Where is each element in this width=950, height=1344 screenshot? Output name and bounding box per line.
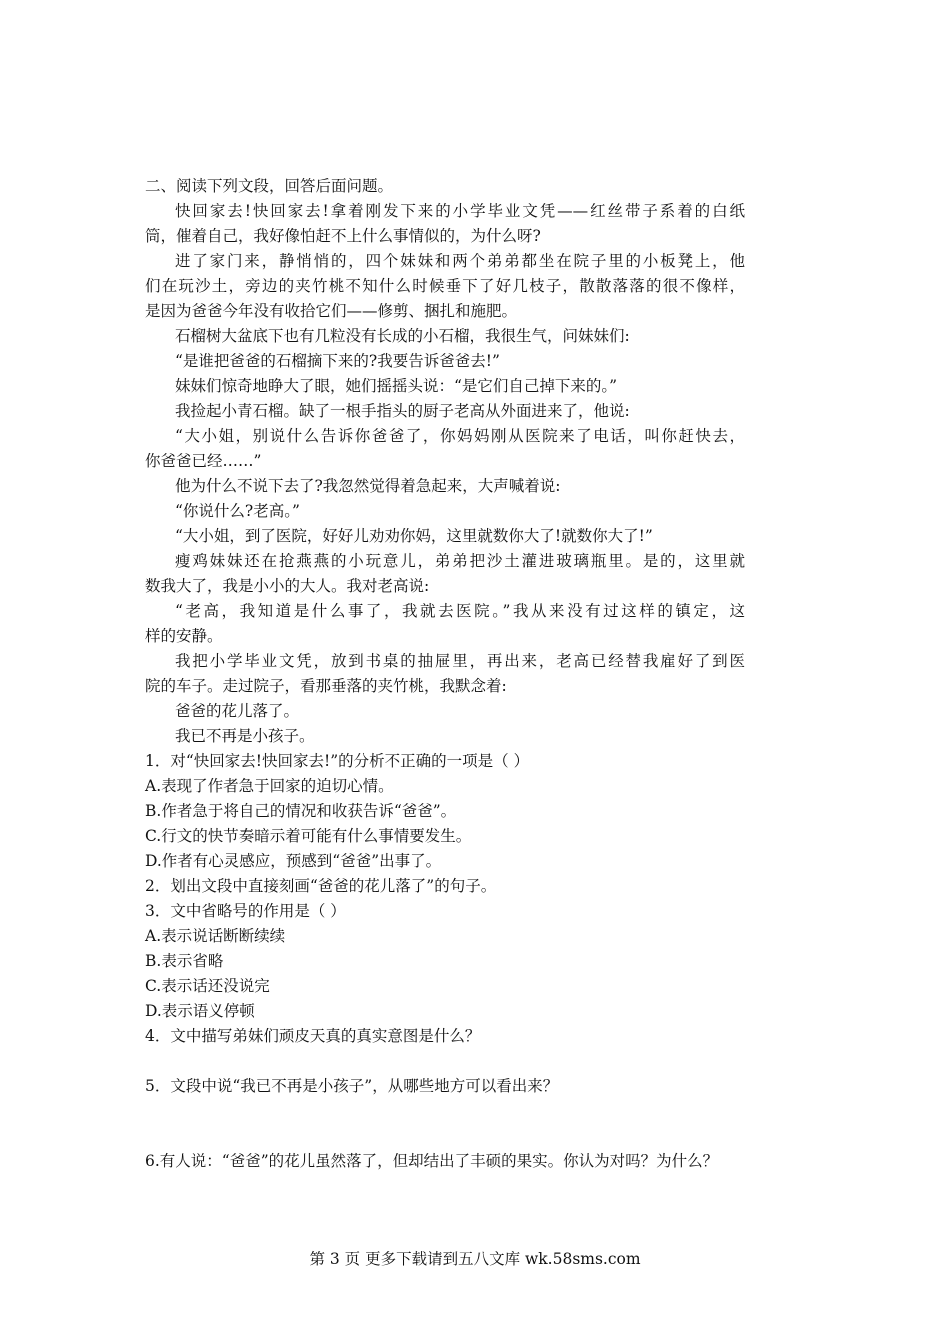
passage-line: 数我大了，我是小小的大人。我对老高说:: [145, 577, 430, 595]
question-3: 3．文中省略号的作用是（ ）: [145, 902, 346, 920]
passage-line: “老高，我知道是什么事了，我就去医院。”我从来没有过这样的镇定，这: [175, 602, 745, 620]
passage-line: “是谁把爸爸的石榴摘下来的?我要告诉爸爸去!”: [175, 352, 500, 370]
question-2: 2．划出文段中直接刻画“爸爸的花儿落了”的句子。: [145, 877, 497, 895]
passage-line: 妹妹们惊奇地睁大了眼，她们摇摇头说：“是它们自己掉下来的。”: [175, 377, 618, 395]
passage-line: 院的车子。走过院子，看那垂落的夹竹桃，我默念着:: [145, 677, 507, 695]
page-footer: 第 3 页 更多下载请到五八文库 wk.58sms.com: [309, 1250, 641, 1268]
passage-line: 瘦鸡妹妹还在抢燕燕的小玩意儿，弟弟把沙土灌进玻璃瓶里。是的，这里就: [175, 552, 745, 570]
question-4: 4．文中描写弟妹们顽皮天真的真实意图是什么？: [145, 1027, 481, 1045]
question-6: 6.有人说：“爸爸”的花儿虽然落了，但却结出了丰硕的果实。你认为对吗？为什么？: [145, 1152, 719, 1170]
question-3-option-d: D.表示语义停顿: [145, 1002, 255, 1020]
passage-line: 我把小学毕业文凭，放到书桌的抽屉里，再出来，老高已经替我雇好了到医: [175, 652, 745, 670]
passage-line: 爸爸的花儿落了。: [175, 702, 300, 720]
passage-line: 样的安静。: [145, 627, 223, 645]
passage-line: 进了家门来，静悄悄的，四个妹妹和两个弟弟都坐在院子里的小板凳上，他: [175, 252, 745, 270]
passage-line: 我捡起小青石榴。缺了一根手指头的厨子老高从外面进来了，他说:: [175, 402, 630, 420]
question-3-option-c: C.表示话还没说完: [145, 977, 270, 995]
passage-line: 筒，催着自己，我好像怕赶不上什么事情似的，为什么呀?: [145, 227, 541, 245]
passage-line: 是因为爸爸今年没有收拾它们——修剪、捆扎和施肥。: [145, 302, 518, 320]
passage-line: 们在玩沙土，旁边的夹竹桃不知什么时候垂下了好几枝子，散散落落的很不像样，: [145, 277, 745, 295]
section-heading: 二、阅读下列文段，回答后面问题。: [145, 177, 394, 195]
passage-line: 我已不再是小孩子。: [175, 727, 315, 745]
question-1-option-d: D.作者有心灵感应，预感到“爸爸”出事了。: [145, 852, 442, 870]
question-1-option-c: C.行文的快节奏暗示着可能有什么事情要发生。: [145, 827, 472, 845]
passage-line: 你爸爸已经……”: [145, 452, 262, 470]
passage-line: 快回家去!快回家去!拿着刚发下来的小学毕业文凭——红丝带子系着的白纸: [175, 202, 745, 220]
question-3-option-b: B.表示省略: [145, 952, 224, 970]
passage-line: 他为什么不说下去了?我忽然觉得着急起来，大声喊着说:: [175, 477, 561, 495]
question-1-option-b: B.作者急于将自己的情况和收获告诉“爸爸”。: [145, 802, 457, 820]
question-3-option-a: A.表示说话断断续续: [145, 927, 286, 945]
question-1-option-a: A.表现了作者急于回家的迫切心情。: [145, 777, 394, 795]
passage-line: 石榴树大盆底下也有几粒没有长成的小石榴，我很生气，问妹妹们:: [175, 327, 630, 345]
passage-line: “你说什么?老高。”: [175, 502, 300, 520]
passage-line: “大小姐，到了医院，好好儿劝劝你妈，这里就数你大了!就数你大了!”: [175, 527, 653, 545]
question-1: 1．对“快回家去!快回家去!”的分析不正确的一项是（ ）: [145, 752, 530, 770]
question-5: 5．文段中说“我已不再是小孩子”，从哪些地方可以看出来？: [145, 1077, 559, 1095]
passage-line: “大小姐，别说什么告诉你爸爸了，你妈妈刚从医院来了电话，叫你赶快去，: [175, 427, 745, 445]
